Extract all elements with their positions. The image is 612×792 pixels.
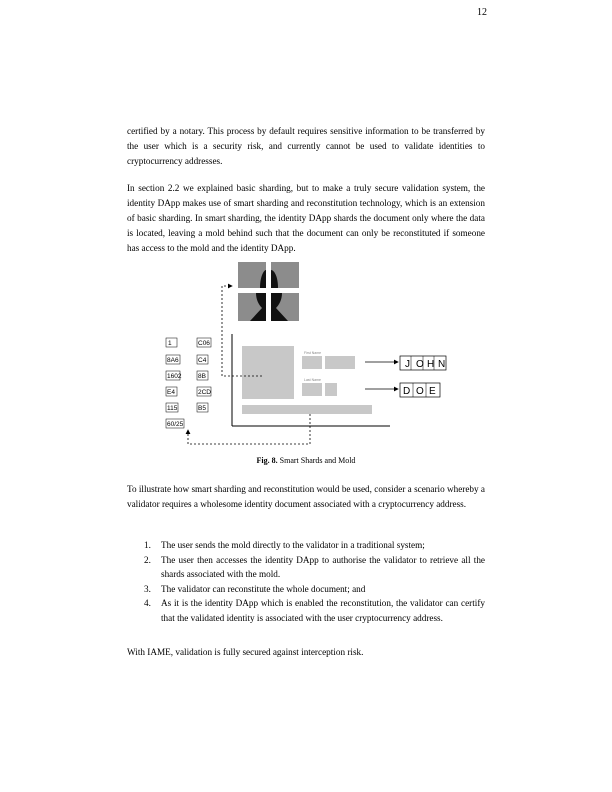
paragraph-illustration: To illustrate how smart sharding and reconstitution would be used, consider a scenario whereby a validator requires a wholesome identity document associated with a cryptocurrency address. [127,484,485,509]
shard-code: B5 [198,405,206,412]
step-number: 4. [144,598,151,608]
last-name-box-a [302,383,322,396]
last-name-box-b [325,383,337,396]
last-name-shards [400,383,440,397]
paragraph-intro: certified by a notary. This process by default requires sensitive information to be transferred by the user which is a security risk, and currently cannot be used to validate identities to cryptocurrency addresses. [127,126,485,166]
steps-list [127,538,485,625]
step-number: 3. [144,583,151,594]
connector-mold-arrow [188,414,310,444]
first-name-box-b [325,356,355,369]
letter-n: N [438,359,446,370]
letter-o2: O [416,386,424,397]
step-text: The user sends the mold directly to the validator in a traditional system; [161,540,425,550]
figure-caption-text: Smart Shards and Mold [277,456,356,465]
last-name-label: Last Name [304,378,321,382]
figure-smart-shards [160,258,460,450]
step-number: 1. [144,540,151,550]
step-text: As it is the identity DApp which is enabled the reconstitution, the validator can certify that the validated identity is associated with the user cryptocurrency address. [161,598,485,623]
letter-j: J [405,359,410,370]
shard-code: C4 [198,357,207,364]
step-item [127,538,485,553]
figure-caption [127,456,485,465]
letter-h: H [427,359,435,370]
shard-code: E4 [167,389,175,396]
step-item [127,582,485,597]
step-item [127,553,485,582]
letter-e: E [429,386,436,397]
shard-code: 60/25 [167,421,184,428]
letter-o: O [416,359,424,370]
shard-code: 115 [167,405,178,412]
shard-codes [166,338,211,428]
smart-shards-diagram [160,258,460,450]
shard-code: 1602 [167,373,182,380]
step-item [127,596,485,625]
step-number: 2. [144,554,151,565]
paragraph-conclusion: With IAME, validation is fully secured against interception risk. [127,647,364,657]
paragraph-smart-sharding: In section 2.2 we explained basic sharding, but to make a truly secure validation system, the identity DApp makes use of smart sharding and reconstitution technology, which is an extension of basic sharding. In smart sharding, the identity DApp shards the document only where the data is located, leaving a mold behind such that the document can only be reconstituted if someone has access to the mold and the identity DApp. [127,183,485,253]
document-mold [232,334,390,426]
photo-shards [238,262,299,321]
mrz-strip [242,405,372,414]
shard-code: 8A6 [167,357,179,364]
first-name-label: First Name [304,351,322,355]
photo-placeholder [242,346,294,399]
shard-code: 1 [168,340,172,347]
shard-code: 2CD [198,389,212,396]
figure-caption-label: Fig. 8. [256,456,278,465]
step-text: The validator can reconstitute the whole document; and [161,583,366,594]
first-name-shards [400,356,446,370]
page-number: 12 [477,7,487,18]
letter-d: D [403,386,411,397]
first-name-box-a [302,356,322,369]
shard-code: C06 [198,340,210,347]
step-text: The user then accesses the identity DApp to authorise the validator to retrieve all the shards associated with the mold. [161,554,485,579]
shard-code: 8B [198,373,206,380]
